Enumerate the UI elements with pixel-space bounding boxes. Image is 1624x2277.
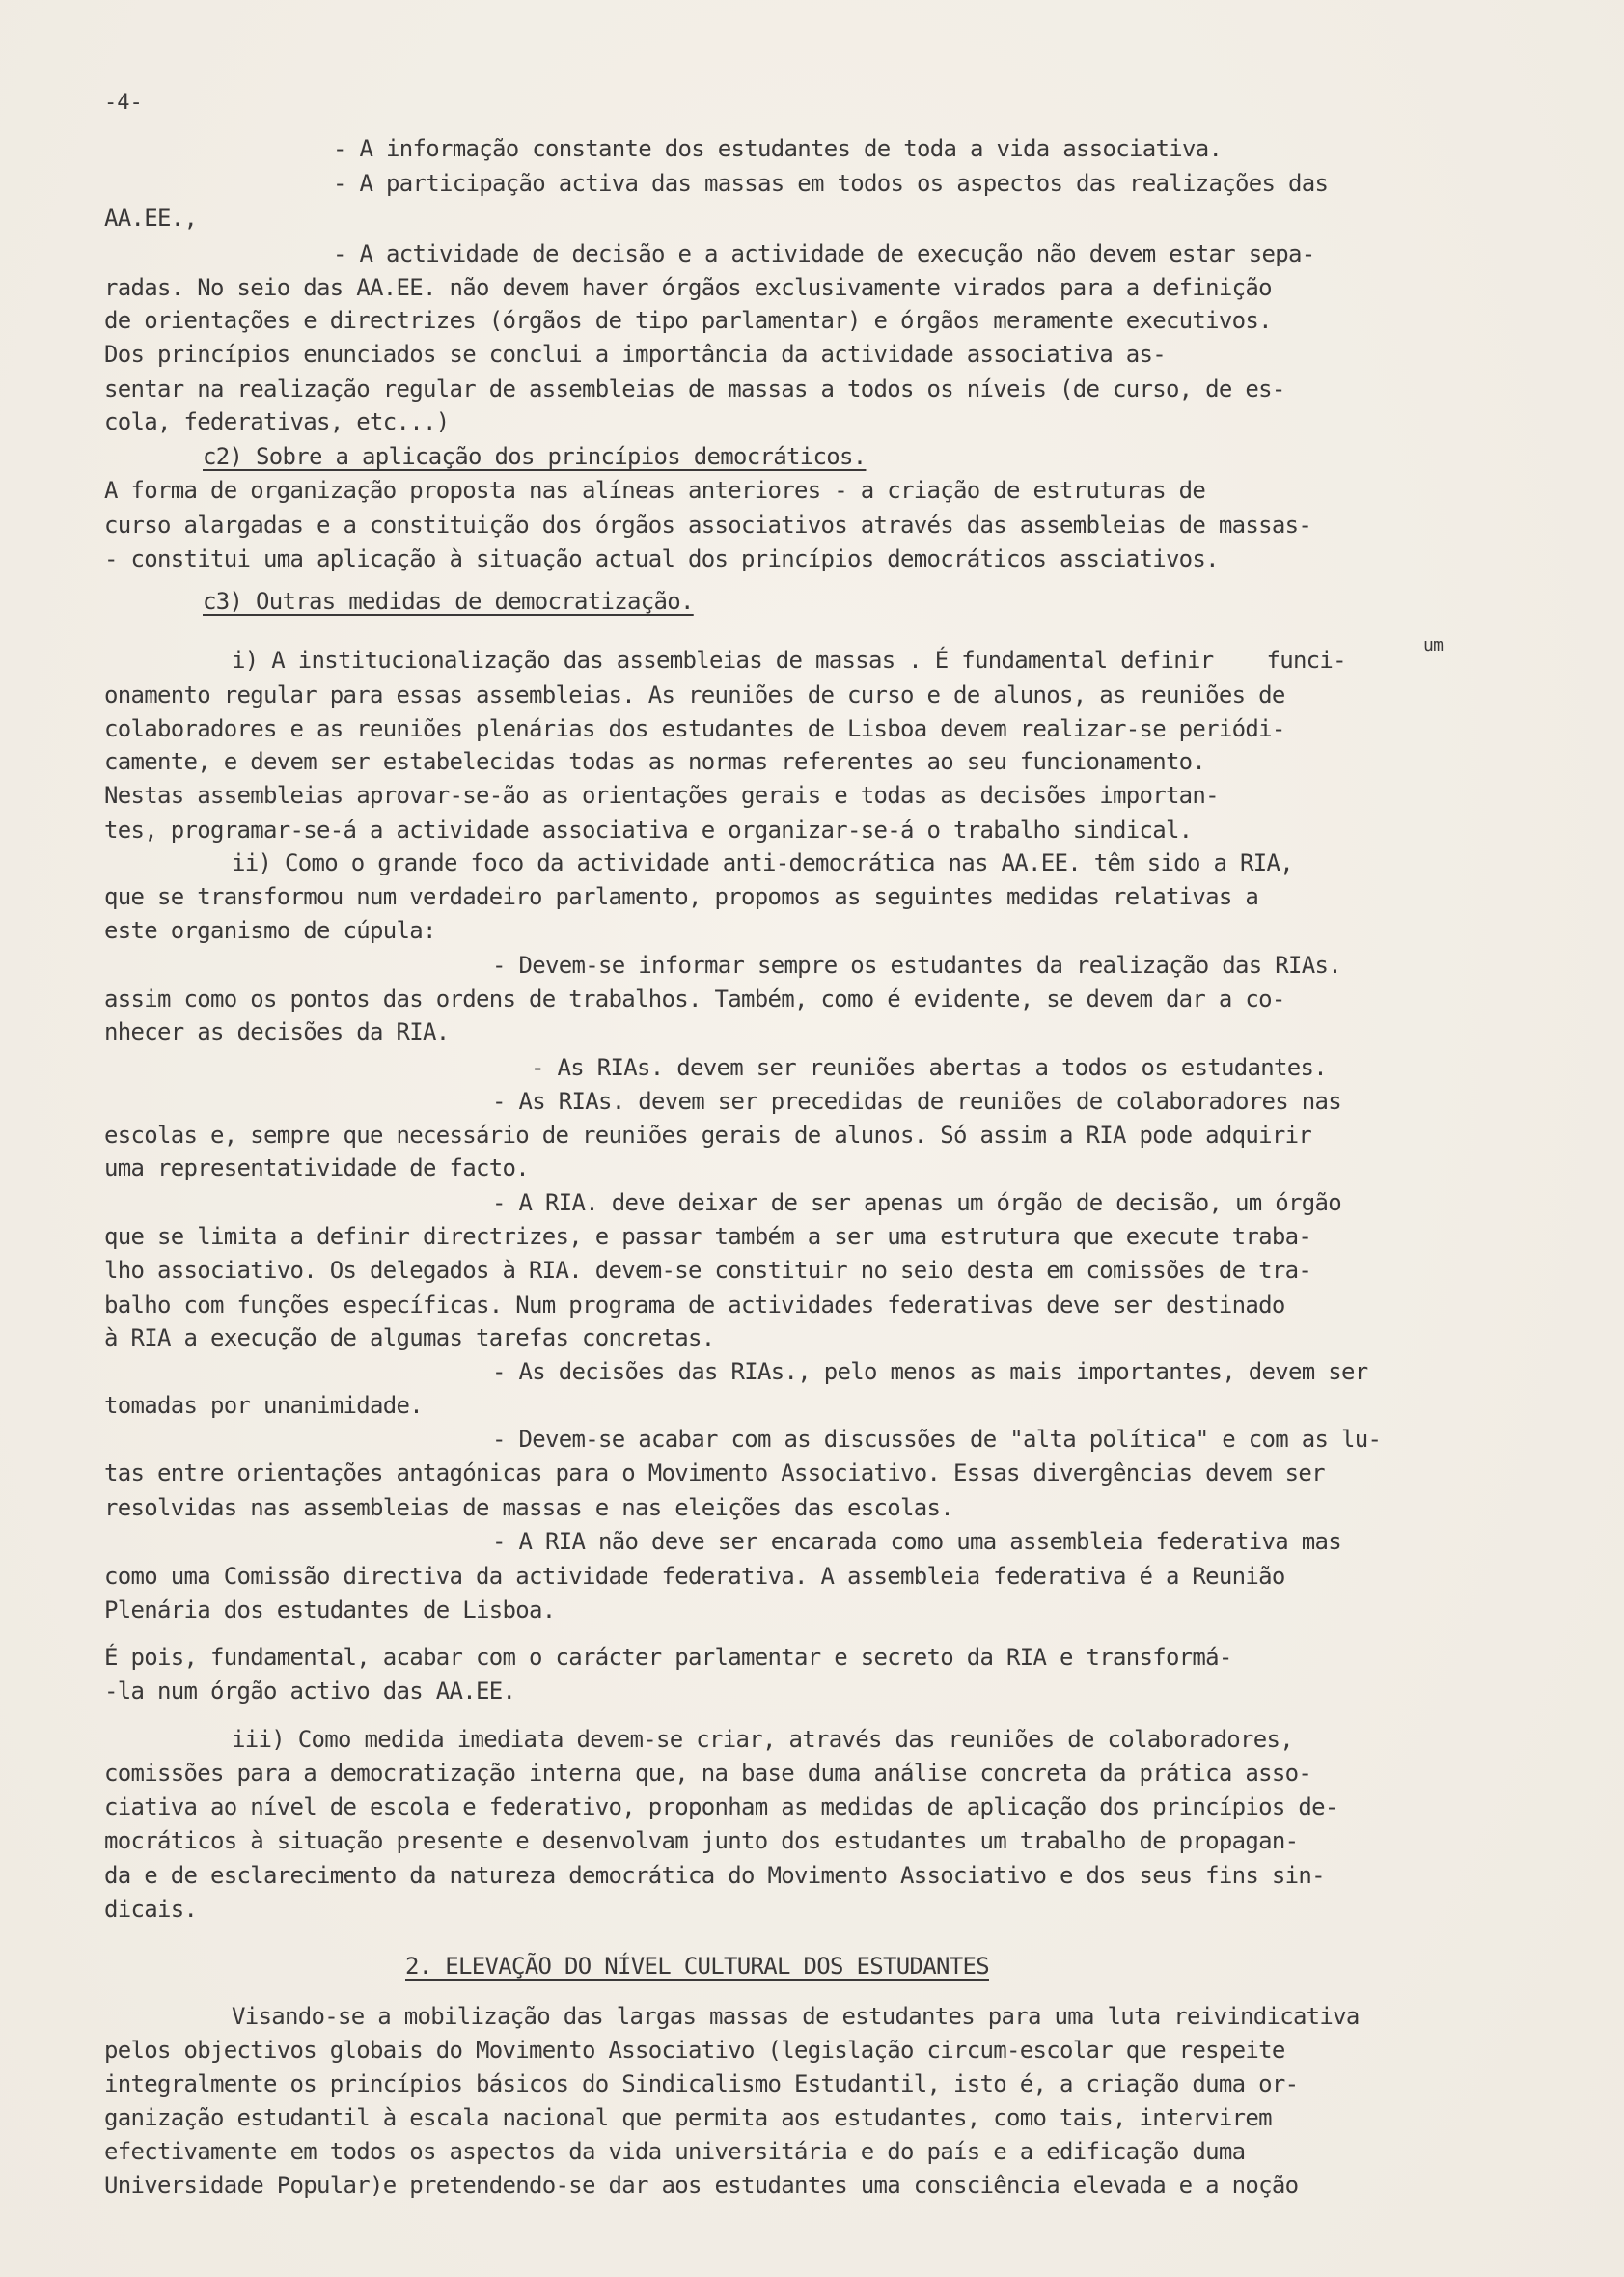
text-line: comissões para a democratização interna que, na base duma análise concreta da prática asso- [104,1760,1312,1787]
text-line: Universidade Popular)e pretendendo-se dar aos estudantes uma consciência elevada e a noção [104,2172,1299,2199]
text-line: de orientações e directrizes (órgãos de tipo parlamentar) e órgãos meramente executivos. [104,307,1272,334]
text-line: uma representatividade de facto. [104,1154,529,1181]
superscript-um: um [1423,635,1444,655]
text-line: - A RIA. deve deixar de ser apenas um órgão de decisão, um órgão [492,1189,1341,1216]
text-line: como uma Comissão directiva da actividade federativa. A assembleia federativa é a Reunião [104,1563,1285,1590]
text-line: cola, federativas, etc...) [104,408,450,435]
text-line: - constitui uma aplicação à situação actual dos princípios democráticos assciativos. [104,545,1219,572]
section-heading-c2: c2) Sobre a aplicação dos princípios democráticos. [203,443,867,470]
text-line: curso alargadas e a constituição dos órgãos associativos através das assembleias de massas- [104,512,1312,539]
text-line: - As RIAs. devem ser precedidas de reuniões de colaboradores nas [492,1088,1341,1115]
text-line: nhecer as decisões da RIA. [104,1018,450,1045]
text-line: Visando-se a mobilização das largas massas de estudantes para uma luta reivindicativa [232,2003,1360,2030]
text-line: - Devem-se informar sempre os estudantes da realização das RIAs. [492,952,1341,979]
text-line: - Devem-se acabar com as discussões de "alta política" e com as lu- [492,1426,1382,1453]
text-line: tas entre orientações antagónicas para o Movimento Associativo. Essas divergências devem ser [104,1459,1325,1486]
text-line: que se transformou num verdadeiro parlamento, propomos as seguintes medidas relativas a [104,883,1259,910]
text-line: resolvidas nas assembleias de massas e nas eleições das escolas. [104,1494,953,1521]
text-line: - A informação constante dos estudantes de toda a vida associativa. [333,135,1223,162]
text-line: onamento regular para essas assembleias. As reuniões de curso e de alunos, as reuniões de [104,681,1285,708]
text-line: Plenária dos estudantes de Lisboa. [104,1597,556,1624]
page-number: -4- [104,91,143,115]
text-line: ganização estudantil à escala nacional que permita aos estudantes, como tais, intervirem [104,2104,1272,2131]
text-line: balho com funções específicas. Num programa de actividades federativas deve ser destinado [104,1291,1285,1319]
text-line: lho associativo. Os delegados à RIA. devem-se constituir no seio desta em comissões de tra- [104,1257,1312,1284]
text-line: camente, e devem ser estabelecidas todas as normas referentes ao seu funcionamento. [104,748,1206,775]
section-heading-c3: c3) Outras medidas de democratização. [203,588,694,615]
text-line: dicais. [104,1896,198,1923]
text-line: à RIA a execução de algumas tarefas concretas. [104,1324,715,1351]
text-line: sentar na realização regular de assembleias de massas a todos os níveis (de curso, de es- [104,375,1285,403]
text-line: efectivamente em todos os aspectos da vida universitária e do país e a edificação duma [104,2138,1246,2165]
text-line: pelos objectivos globais do Movimento Associativo (legislação circum-escolar que respeite [104,2037,1285,2064]
text-line: radas. No seio das AA.EE. não devem haver órgãos exclusivamente virados para a definição [104,274,1272,301]
text-line: - As RIAs. devem ser reuniões abertas a todos os estudantes. [531,1054,1327,1081]
text-line: iii) Como medida imediata devem-se criar, através das reuniões de colaboradores, [232,1726,1293,1753]
text-line: escolas e, sempre que necessário de reuniões gerais de alunos. Só assim a RIA pode adquirir [104,1122,1312,1149]
text-line: tomadas por unanimidade. [104,1392,423,1419]
text-line: assim como os pontos das ordens de trabalhos. Também, como é evidente, se devem dar a co- [104,986,1285,1013]
text-line: que se limita a definir directrizes, e passar também a ser uma estrutura que execute traba- [104,1223,1312,1250]
text-line: i) A institucionalização das assembleias de massas . É fundamental definir funci- [232,647,1346,674]
text-line: ciativa ao nível de escola e federativo, proponham as medidas de aplicação dos princípios de- [104,1793,1338,1820]
text-line: tes, programar-se-á a actividade associativa e organizar-se-á o trabalho sindical. [104,817,1193,844]
text-line: Dos princípios enunciados se conclui a importância da actividade associativa as- [104,341,1166,368]
text-line: A forma de organização proposta nas alíneas anteriores - a criação de estruturas de [104,477,1206,504]
text-line: mocráticos à situação presente e desenvolvam junto dos estudantes um trabalho de propagan- [104,1827,1299,1854]
text-line: -la num órgão activo das AA.EE. [104,1678,516,1705]
text-line: integralmente os princípios básicos do Sindicalismo Estudantil, isto é, a criação duma or- [104,2070,1299,2097]
text-line: este organismo de cúpula: [104,917,436,944]
text-line: Nestas assembleias aprovar-se-ão as orientações gerais e todas as decisões importan- [104,782,1219,809]
text-line: ii) Como o grande foco da actividade anti-democrática nas AA.EE. têm sido a RIA, [232,849,1293,876]
section-heading-2: 2. ELEVAÇÃO DO NÍVEL CULTURAL DOS ESTUDANTES [405,1953,989,1980]
text-line: colaboradores e as reuniões plenárias dos estudantes de Lisboa devem realizar-se periódi- [104,715,1285,742]
text-line: AA.EE., [104,205,198,232]
text-line: - A RIA não deve ser encarada como uma assembleia federativa mas [492,1528,1341,1555]
text-line: É pois, fundamental, acabar com o carácter parlamentar e secreto da RIA e transformá- [104,1644,1232,1671]
text-line: da e de esclarecimento da natureza democrática do Movimento Associativo e dos seus fins sin- [104,1862,1325,1889]
text-line: - As decisões das RIAs., pelo menos as mais importantes, devem ser [492,1358,1368,1385]
text-line: - A participação activa das massas em todos os aspectos das realizações das [333,170,1329,197]
text-line: - A actividade de decisão e a actividade de execução não devem estar sepa- [333,240,1315,267]
